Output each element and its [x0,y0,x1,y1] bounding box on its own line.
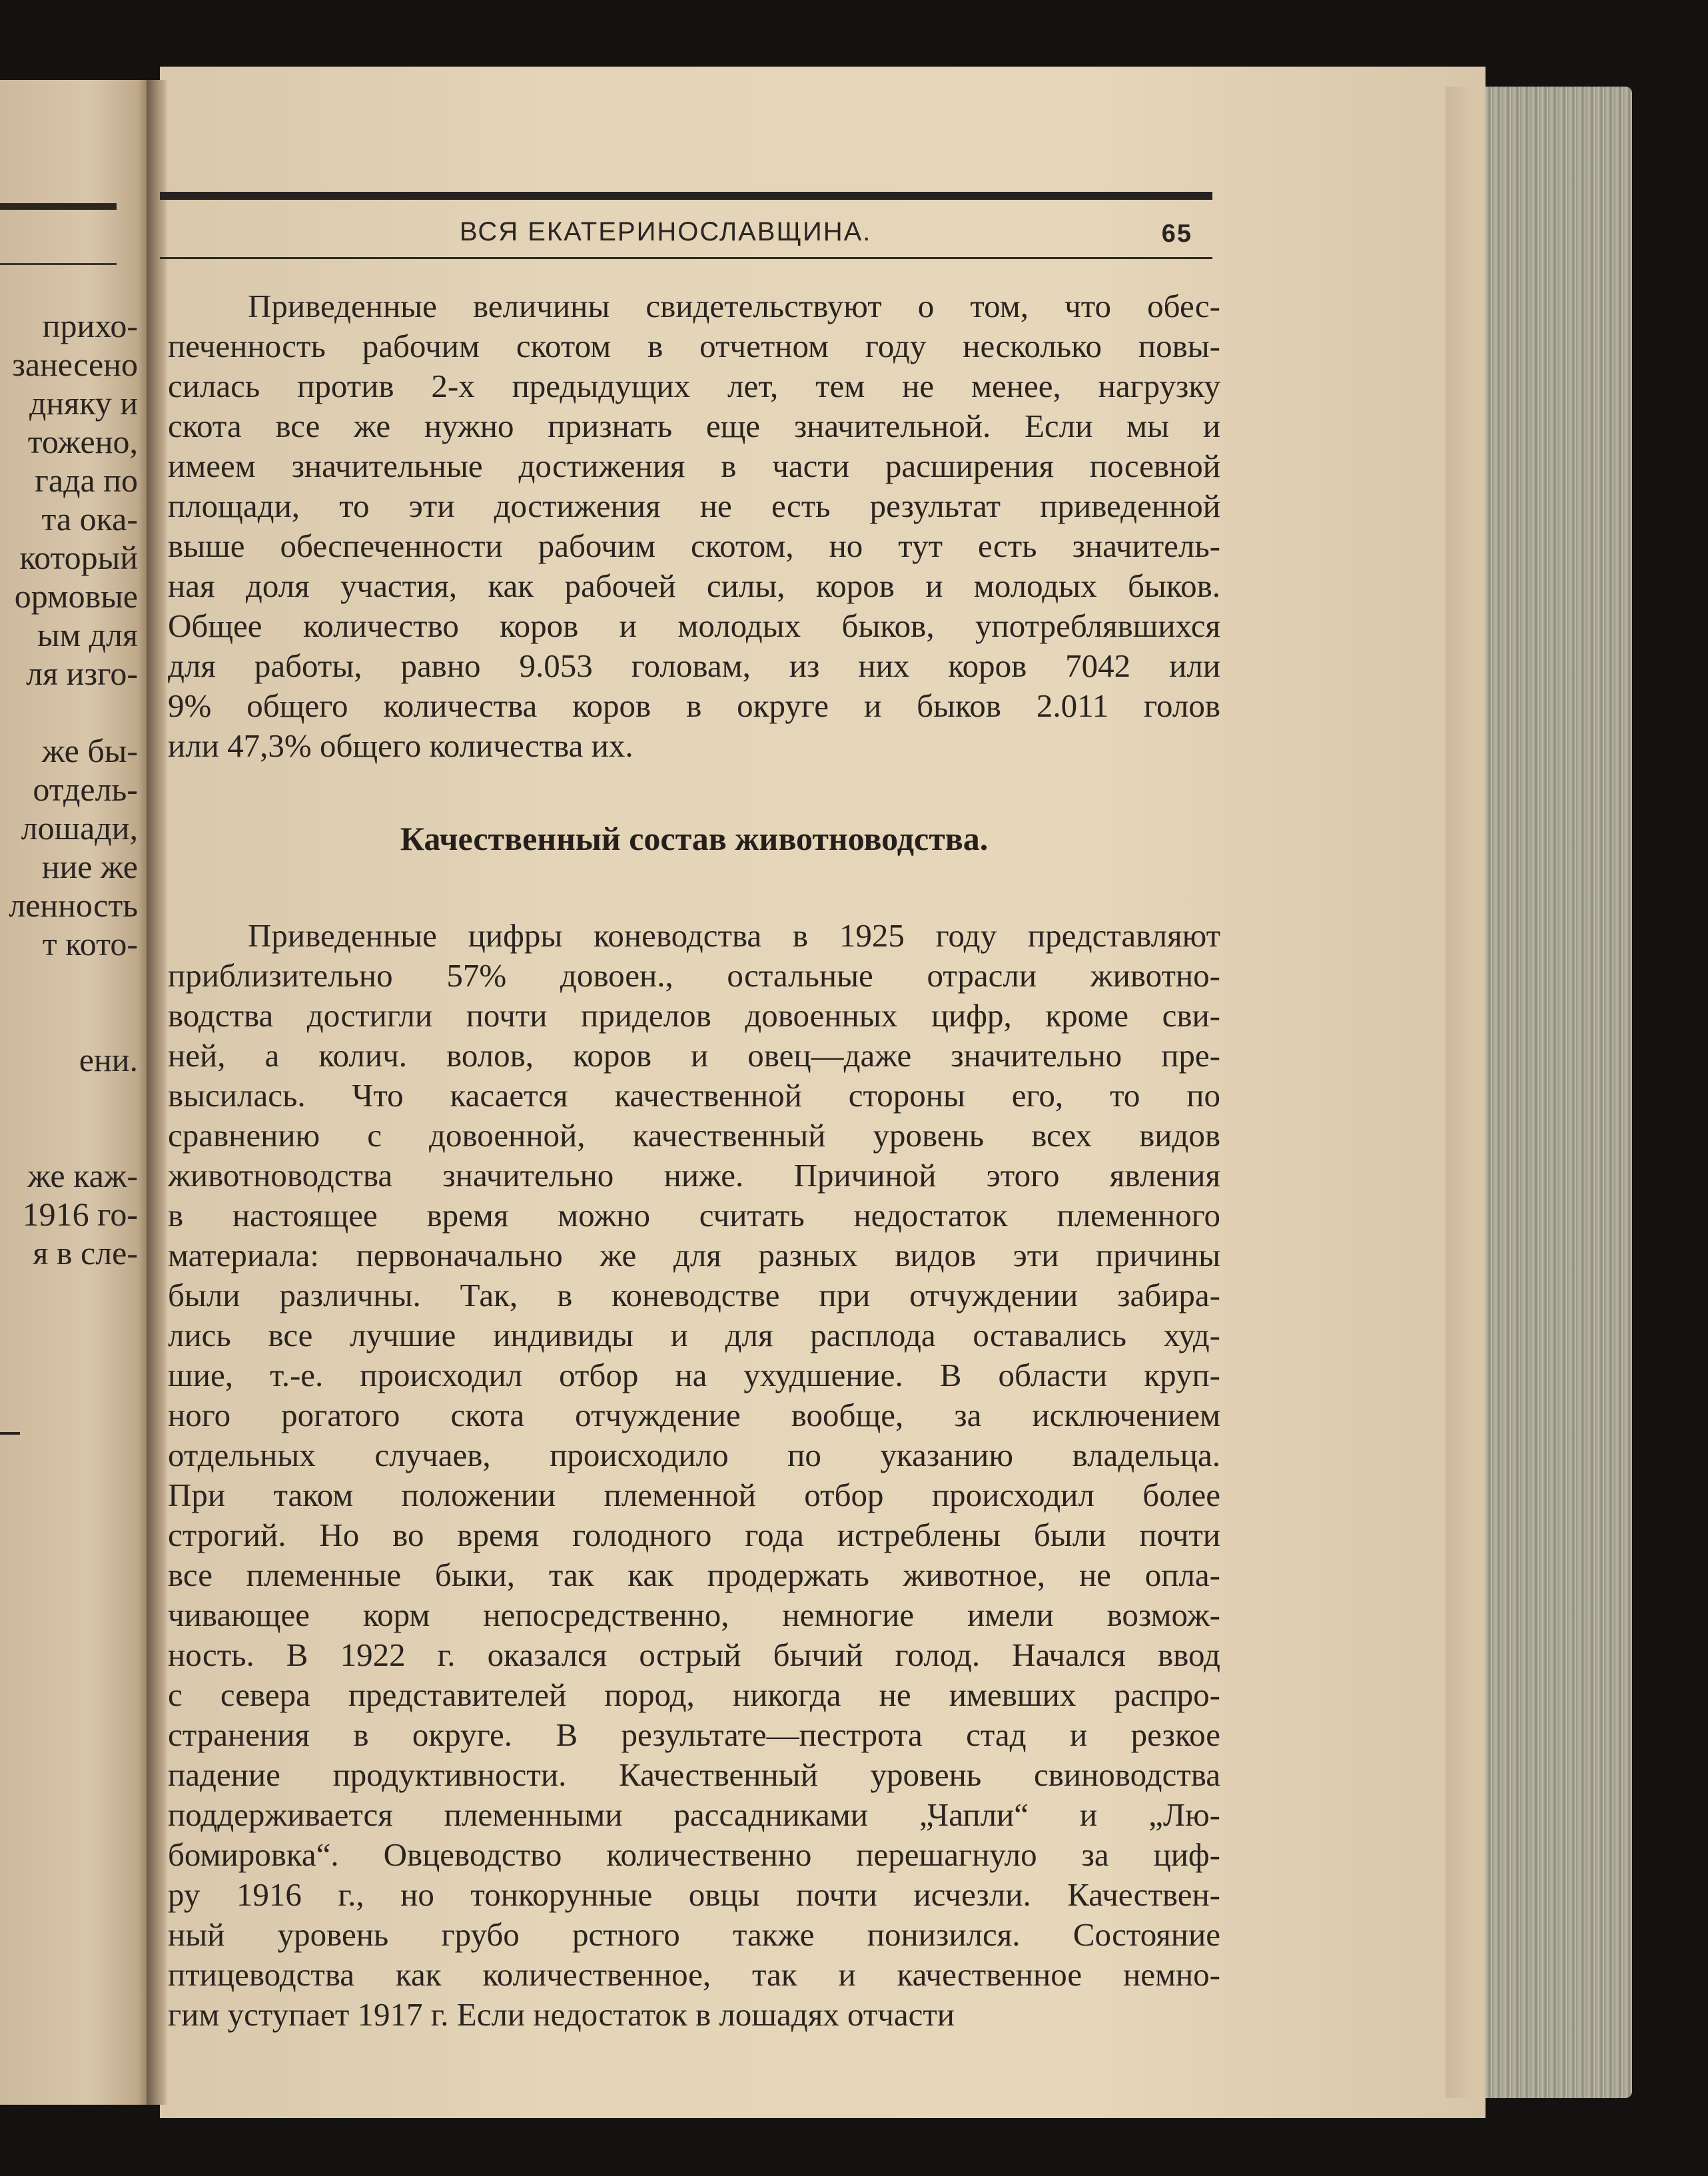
left-text-line: т кото- [42,925,138,962]
text-line: странения в округе. В результате—пестрота стад и резкое [168,1716,1220,1753]
text-line: сравнению с довоенной, качественный уровень всех видов [168,1117,1220,1154]
left-text-line: ормовые [14,577,138,615]
text-line: Приведенные цифры коневодства в 1925 году представляют [248,917,1220,954]
text-line: падение продуктивности. Качественный уровень свиноводства [168,1756,1220,1793]
text-line: скота все же нужно признать еще значительной. Если мы и [168,408,1220,444]
text-line: животноводства значительно ниже. Причиной этого явления [168,1157,1220,1194]
left-text-line: тожено, [27,423,138,460]
left-text-line: ленность [9,887,138,924]
left-text-line [0,1002,138,1040]
left-text-line: ние же [41,848,138,885]
text-line: ру 1916 г., но тонкорунные овцы почти исчезли. Качествен- [168,1876,1220,1913]
left-text-line: который [19,539,138,576]
left-page-dash [0,1432,20,1435]
book-gutter [147,80,167,2105]
text-line: в настоящее время можно считать недостаток племенного [168,1197,1220,1234]
text-line: выше обеспеченности рабочим скотом, но тут есть значитель- [168,528,1220,564]
left-text-line: ля изго- [26,655,138,692]
left-text-line: ени. [79,1041,138,1078]
text-line: ней, а колич. волов, коров и овец—даже значительно пре- [168,1037,1220,1074]
text-line: При таком положении племенной отбор происходил более [168,1477,1220,1513]
text-line: имеем значительные достижения в части расширения посевной [168,448,1220,484]
header-rule [160,192,1212,200]
left-text-line [0,1118,138,1156]
paragraph-2 [168,916,1220,2035]
text-line: строгий. Но во время голодного года истреблены были почти [168,1517,1220,1553]
left-header-rule [0,203,117,210]
text-line: лись все лучшие индивиды и для расплода оставались худ- [168,1317,1220,1353]
text-line: все племенные быки, так как продержать животное, не опла- [168,1557,1220,1593]
text-line: бомировка“. Овцеводство количественно перешагнуло за циф- [168,1836,1220,1873]
page-edge-shadow [1446,87,1472,2098]
open-book [0,67,1632,2118]
left-text-line: я в сле- [33,1234,138,1271]
text-line: были различны. Так, в коневодстве при отчуждении забира- [168,1277,1220,1313]
left-text-line [0,1079,138,1118]
text-line: Общее количество коров и молодых быков, употреблявшихся [168,607,1220,644]
left-text-line: прихо- [42,307,138,344]
text-line: водства достигли почти приделов довоенных цифр, кроме сви- [168,997,1220,1034]
left-text-line: же каж- [27,1157,138,1194]
left-text-line: лошади, [21,809,138,847]
left-text-line: 1916 го- [22,1196,138,1233]
text-line: ный уровень грубо рстного также понизился. Состояние [168,1916,1220,1953]
left-text-line: отдель- [33,771,138,808]
paragraph-1 [168,286,1220,766]
left-page [0,80,150,2105]
left-text-line: ым для [37,616,138,653]
text-line: Приведенные величины свидетельствуют о том, что обес- [248,288,1220,324]
text-line: ность. В 1922 г. оказался острый бычий голод. Начался ввод [168,1636,1220,1673]
text-line: гим уступает 1917 г. Если недостаток в лошадях отчасти [168,1996,955,2033]
running-title: ВСЯ ЕКАТЕРИНОСЛАВЩИНА. [460,217,872,246]
left-page-text [0,306,138,1272]
header-thin-rule [160,257,1212,259]
left-header-thin-rule [0,263,117,265]
left-text-line: занесено [12,346,138,383]
page-number: 65 [1161,220,1192,248]
section-heading: Качественный состав животноводства. [400,820,989,857]
text-line: с севера представителей пород, никогда не имевших распро- [168,1676,1220,1713]
text-line: площади, то эти достижения не есть результат приведенной [168,488,1220,524]
text-line: материала: первоначально же для разных видов эти причины [168,1237,1220,1273]
left-text-line [0,693,138,731]
text-line: чивающее корм непосредственно, немногие имели возмож- [168,1597,1220,1633]
left-text-line: гада по [35,462,138,499]
text-line: ная доля участия, как рабочей силы, коров и молодых быков. [168,567,1220,604]
text-line: печенность рабочим скотом в отчетном году несколько повы- [168,328,1220,364]
text-line: птицеводства как количественное, так и качественное немно- [168,1956,1220,1993]
text-line: ного рогатого скота отчуждение вообще, за исключением [168,1397,1220,1433]
left-text-line: же бы- [41,732,138,769]
text-line: для работы, равно 9.053 головам, из них коров 7042 или [168,647,1220,684]
text-line: поддерживается племенными рассадниками „Чапли“ и „Лю- [168,1796,1220,1833]
text-line: силась против 2-х предыдущих лет, тем не менее, нагрузку [168,368,1220,404]
text-line: шие, т.-е. происходил отбор на ухудшение. В области круп- [168,1357,1220,1393]
running-head [160,212,1212,252]
left-text-line: та ока- [41,500,138,538]
text-line: или 47,3% общего количества их. [168,727,634,764]
text-line: 9% общего количества коров в округе и быков 2.011 голов [168,687,1220,724]
text-line: приблизительно 57% довоен., остальные отрасли животно- [168,957,1220,994]
left-text-line [0,963,138,1002]
text-line: отдельных случаев, происходило по указанию владельца. [168,1437,1220,1473]
text-line: высилась. Что касается качественной стороны его, то по [168,1077,1220,1114]
left-text-line: дняку и [29,384,138,422]
